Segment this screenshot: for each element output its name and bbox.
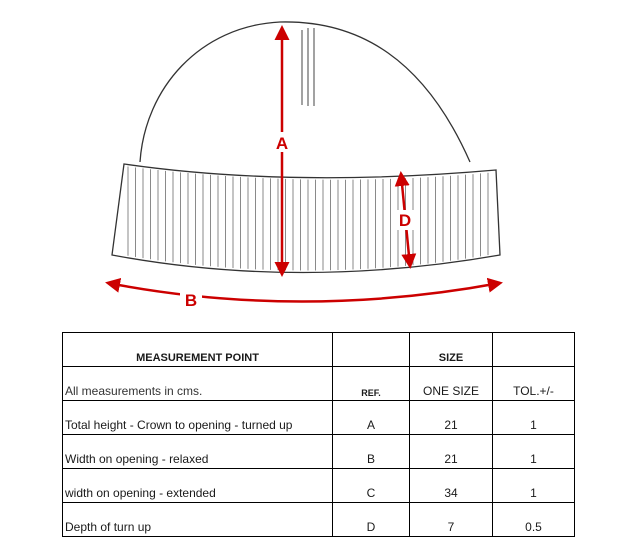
header-measurement-point: MEASUREMENT POINT: [63, 333, 333, 367]
table-row: [63, 503, 575, 537]
row-ref: A: [333, 401, 410, 435]
table-row: [63, 435, 575, 469]
row-tolerance: 1: [493, 469, 575, 503]
row-size: 21: [410, 401, 493, 435]
subheader-ref: REF.: [333, 367, 410, 401]
row-description: Depth of turn up: [63, 503, 333, 537]
row-ref: C: [333, 469, 410, 503]
header-ref-blank: [333, 333, 410, 367]
row-ref: B: [333, 435, 410, 469]
row-size: 21: [410, 435, 493, 469]
row-description: Width on opening - relaxed: [63, 435, 333, 469]
beanie-cuff: [112, 164, 500, 273]
beanie-crown: [140, 22, 470, 162]
row-ref: D: [333, 503, 410, 537]
header-tol-blank: [493, 333, 575, 367]
row-description: Total height - Crown to opening - turned up: [63, 401, 333, 435]
row-tolerance: 1: [493, 435, 575, 469]
row-size: 7: [410, 503, 493, 537]
row-tolerance: 1: [493, 401, 575, 435]
subheader-tolerance: TOL.+/-: [493, 367, 575, 401]
measurement-table: [62, 332, 575, 537]
dimension-a-label: A: [275, 134, 289, 153]
header-size: SIZE: [410, 333, 493, 367]
table-subheader-row: [63, 367, 575, 401]
dimension-d-label: D: [398, 211, 412, 230]
subheader-units: All measurements in cms.: [63, 367, 333, 401]
row-description: width on opening - extended: [63, 469, 333, 503]
dimension-b-arrow: [108, 283, 500, 302]
table-header-row: [63, 333, 575, 367]
row-tolerance: 0.5: [493, 503, 575, 537]
subheader-size: ONE SIZE: [410, 367, 493, 401]
table-row: [63, 401, 575, 435]
table-row: [63, 469, 575, 503]
row-size: 34: [410, 469, 493, 503]
dimension-b-label: B: [184, 291, 198, 310]
